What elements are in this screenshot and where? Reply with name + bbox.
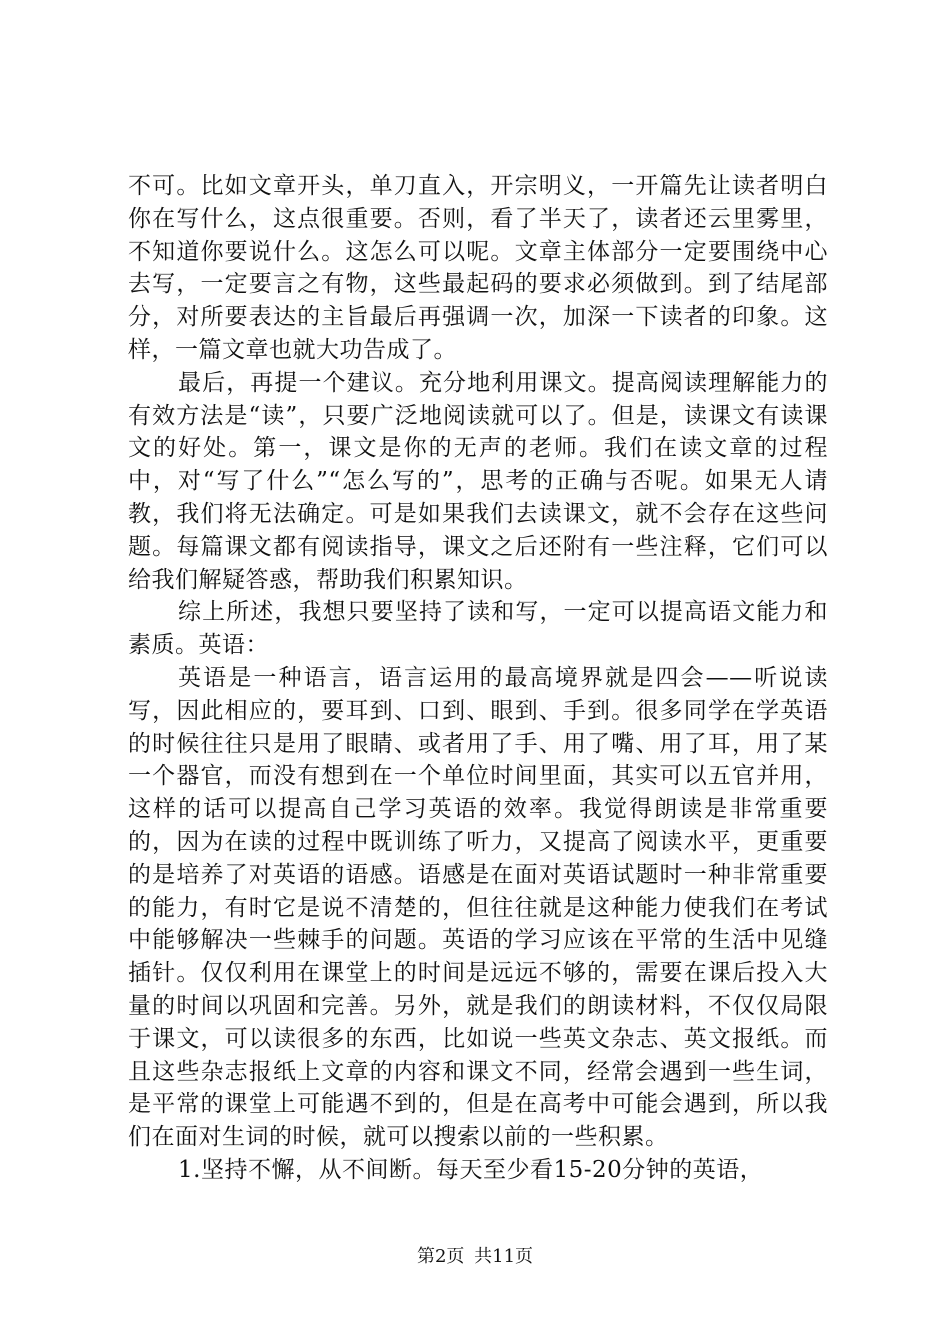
paragraph-summary: 综上所述，我想只要坚持了读和写，一定可以提高语文能力和素质。英语：	[128, 599, 828, 659]
paragraph-english: 英语是一种语言，语言运用的最高境界就是四会——听说读写，因此相应的，要耳到、口到、眼到、手到。很多同学在学英语的时候往往只是用了眼睛、或者用了手、用了嘴、用了耳，用了某一个器官，而没有想到在一个单位时间里面，其实可以五官并用，这样的话可以提高自己学习英语的效率。我觉得朗读是非常重要的，因为在读的过程中既训练了听力，又提高了阅读水平，更重要的是培养了对英语的语感。语感是在面对英语试题时一种非常重要的能力，有时它是说不清楚的，但往往就是这种能力使我们在考试中能够解决一些棘手的问题。英语的学习应该在平常的生活中见缝插针。仅仅利用在课堂上的时间是远远不够的，需要在课后投入大量的时间以巩固和完善。另外，就是我们的朗读材料，不仅仅局限于课文，可以读很多的东西，比如说一些英文杂志、英文报纸。而且这些杂志报纸上文章的内容和课文不同，经常会遇到一些生词，是平常的课堂上可能遇不到的，但是在高考中可能会遇到，所以我们在面对生词的时候，就可以搜索以前的一些积累。	[128, 664, 828, 1151]
document-body	[128, 170, 828, 1187]
paragraph-tip-one: 1.坚持不懈，从不间断。每天至少看15-20分钟的英语，	[178, 1156, 764, 1183]
paragraph-intro-ending: 不可。比如文章开头，单刀直入，开宗明义，一开篇先让读者明白你在写什么，这点很重要。否则，看了半天了，读者还云里雾里，不知道你要说什么。这怎么可以呢。文章主体部分一定要围绕中心去写，一定要言之有物，这些最起码的要求必须做到。到了结尾部分，对所要表达的主旨最后再强调一次，加深一下读者的印象。这样，一篇文章也就大功告成了。	[128, 173, 828, 363]
page-footer	[0, 1242, 950, 1268]
paragraph-suggestion: 最后，再提一个建议。充分地利用课文。提高阅读理解能力的有效方法是“读”，只要广泛地阅读就可以了。但是，读课文有读课文的好处。第一，课文是你的无声的老师。我们在读文章的过程中，对“写了什么”“怎么写的”，思考的正确与否呢。如果无人请教，我们将无法确定。可是如果我们去读课文，就不会存在这些问题。每篇课文都有阅读指导，课文之后还附有一些注释，它们可以给我们解疑答惑，帮助我们积累知识。	[128, 369, 828, 593]
page-number: 第2页	[416, 1246, 465, 1267]
page-total: 共11页	[474, 1246, 534, 1267]
